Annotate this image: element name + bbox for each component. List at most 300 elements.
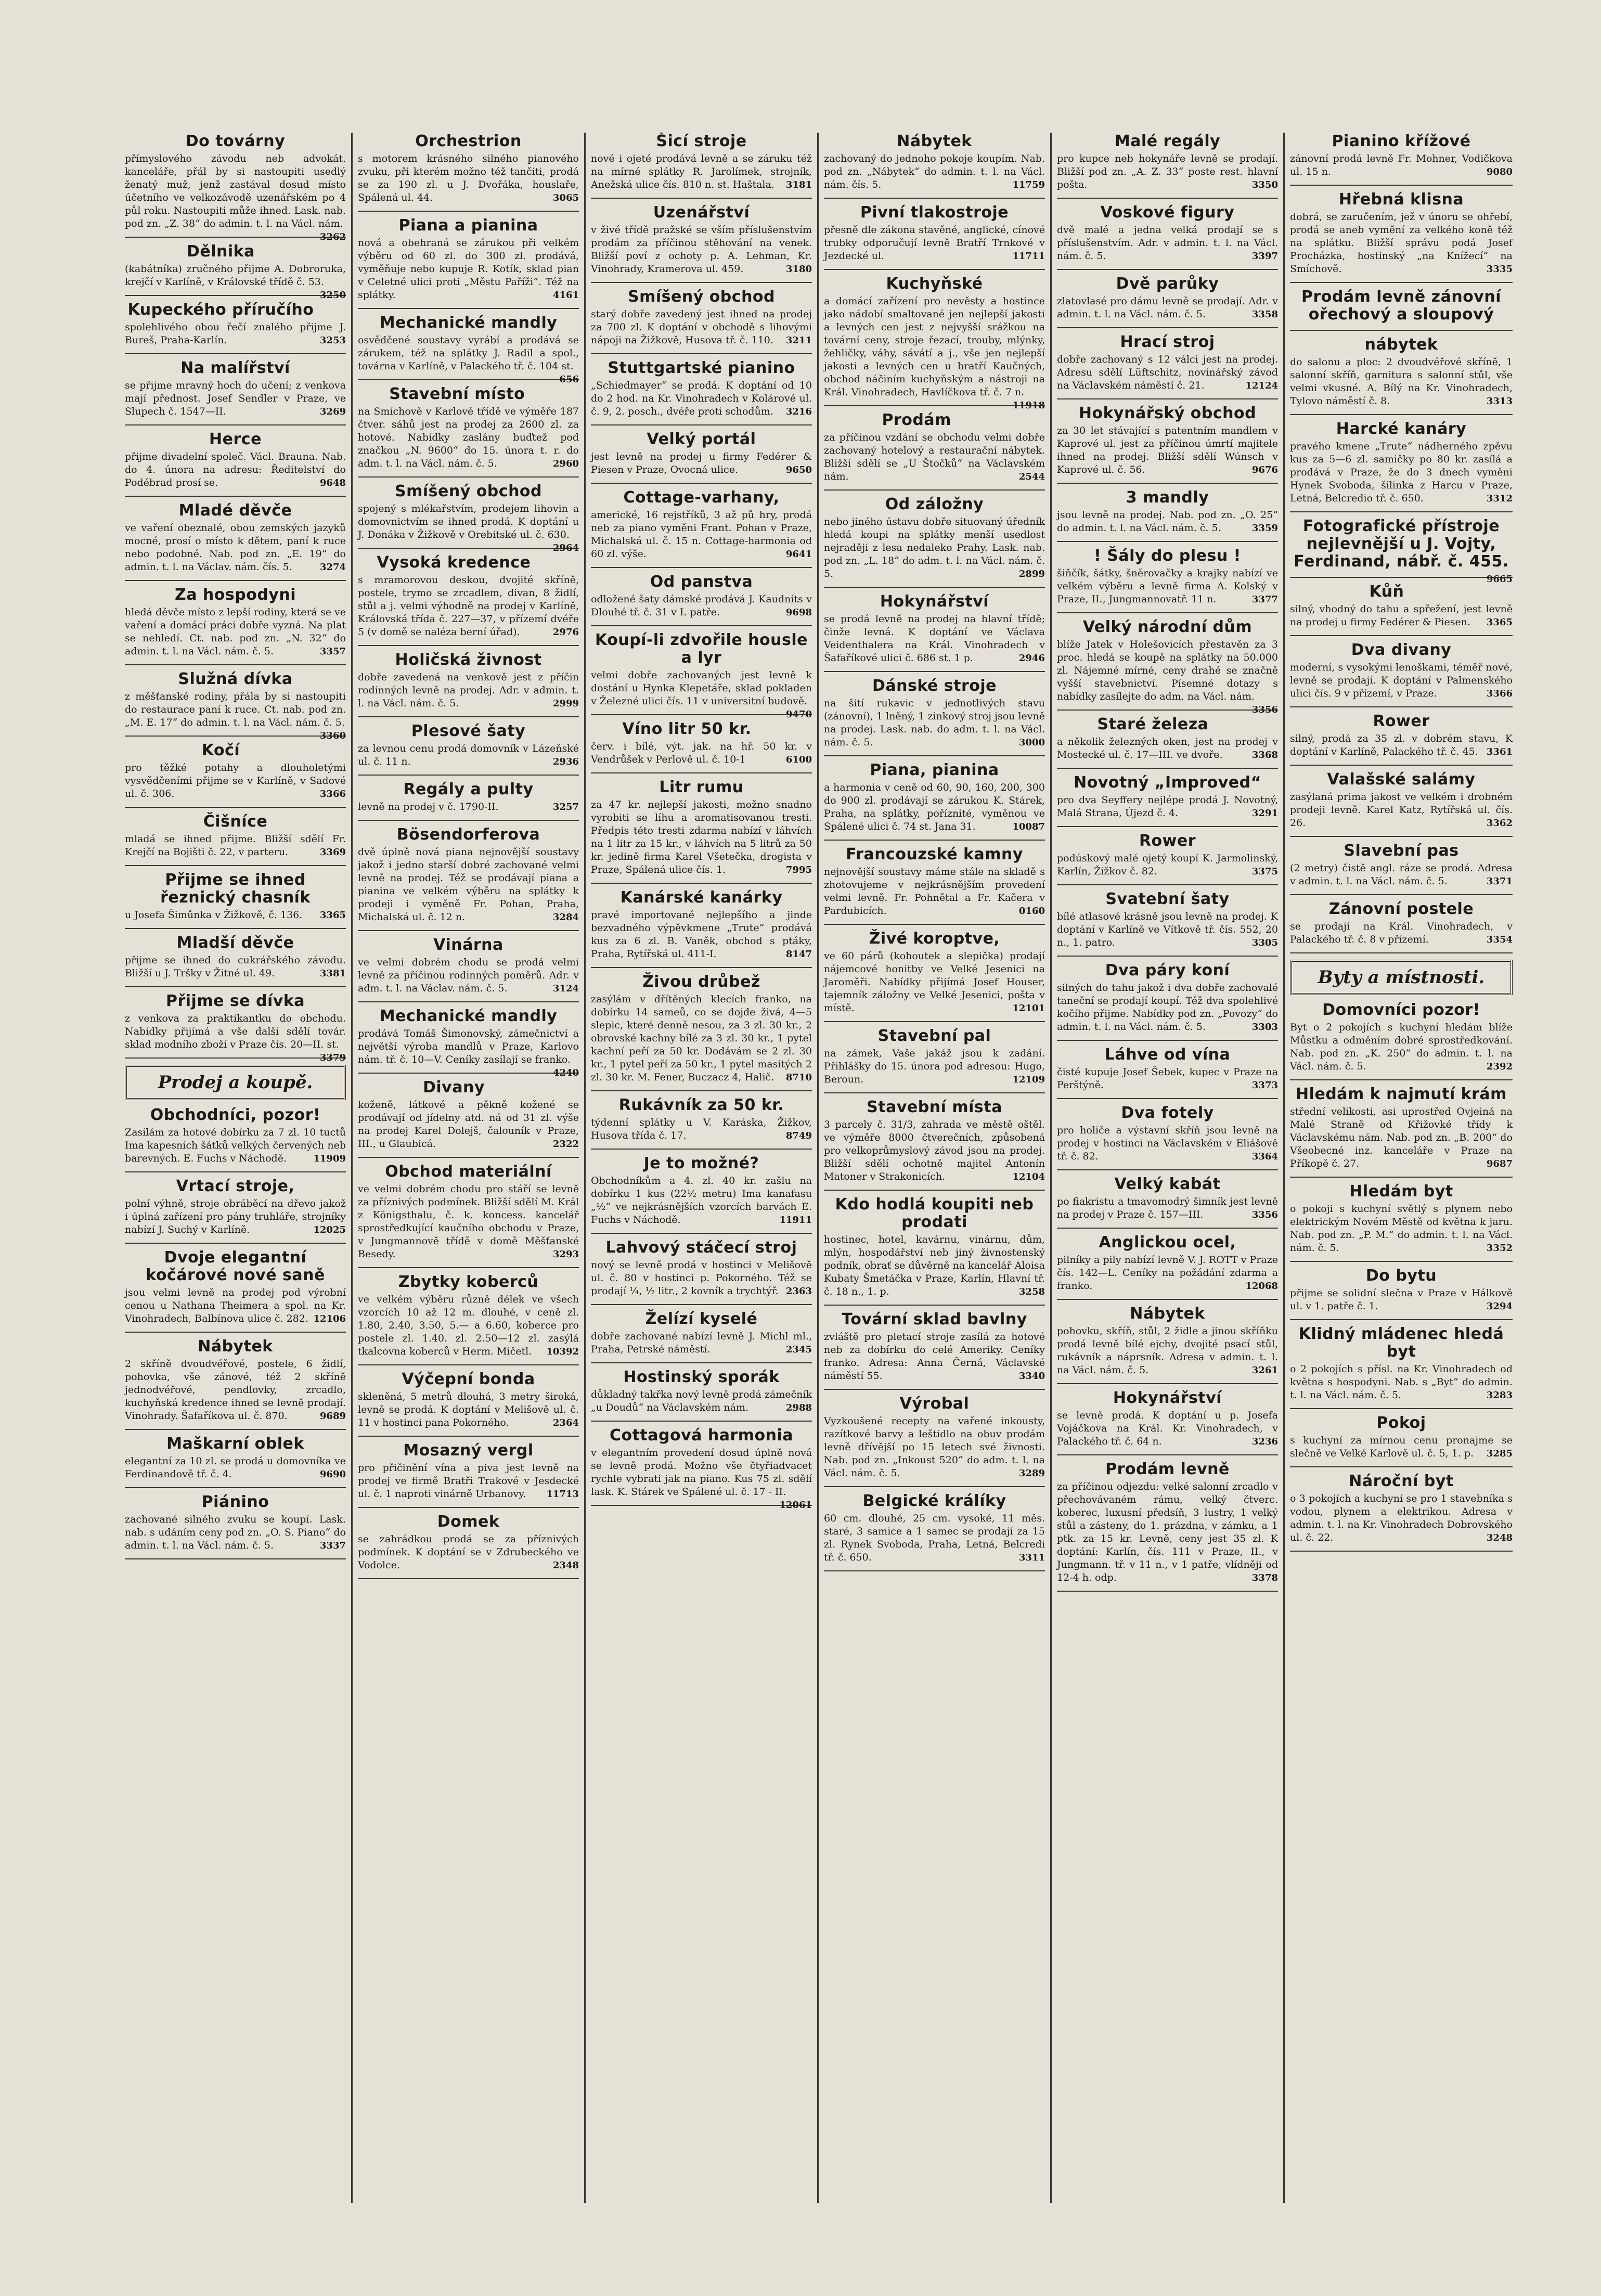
ad-body: a domácí zařízení pro nevěsty a hostince jako nádobí smaltované jen nejlepší jakosti a levných cen jest z nejvyšší srážkou na tovární ceny, stroje řezací, trouby, mlýnky, žehličky, váhy, sávátí a j., vše jen nejlepší jakosti a levných cen u bratří Kaučných, obchod náčiním kuchyňským a nástroji na Král. Vinohradech, Havlíčkova tř. č. 7 n. xyxy=(824,295,1045,398)
ad-divider xyxy=(358,1436,579,1437)
classified-ad xyxy=(1057,133,1278,191)
ad-body: nové i ojeté prodává levně a se záruku též na mírné splátky R. Jarolímek, strojník, Anežská ulice čís. 810 n. st. Haštala. xyxy=(591,153,812,190)
classified-ad xyxy=(125,813,346,859)
ad-body: spolehlivého obou řečí znalého přijme J. Bureš, Praha-Karlín. xyxy=(125,321,346,346)
ad-divider xyxy=(1290,1261,1513,1262)
ad-body: z měšťanské rodiny, přála by si nastoupiti do restaurace paní k ruce. Ct. nab. pod zn. „M. E. 17“ do admin. t. l. na Václ. nám. č. 5. xyxy=(125,691,346,728)
ad-body: u Josefa Šimůnka v Žižkově, č. 136. xyxy=(125,909,303,921)
ad-text xyxy=(1057,1325,1278,1377)
ad-title: Přijme se dívka xyxy=(165,992,305,1010)
ad-number: 3369 xyxy=(319,847,346,858)
classified-ad xyxy=(1057,1234,1278,1293)
ad-body: 2 skříně dvoudvéřové, postele, 6 židlí, pohovka, vše zánové, též 2 skříně jednodvéřové, pendlovky, zrcadlo, kuchyňská kredence ihned se levně prodají. Vinohrady. Šafaříkova ul. č. 870. xyxy=(125,1358,346,1422)
ad-divider xyxy=(1290,282,1513,283)
classified-ad xyxy=(1057,333,1278,392)
classified-ad xyxy=(125,1249,346,1325)
classified-ad xyxy=(824,1099,1045,1183)
ad-divider xyxy=(1290,1079,1513,1080)
ad-divider xyxy=(1290,706,1513,707)
classified-ad xyxy=(1057,1461,1278,1584)
ad-number: 2946 xyxy=(1018,653,1045,664)
classified-ad xyxy=(1290,288,1513,324)
ad-title: Hokynářský obchod xyxy=(1078,404,1257,422)
ad-text xyxy=(1290,791,1513,830)
ad-title: Dva divany xyxy=(1351,641,1452,659)
ad-divider xyxy=(1057,398,1278,399)
ad-number: 11909 xyxy=(313,1153,346,1164)
ad-divider xyxy=(358,1267,579,1268)
ad-divider xyxy=(591,483,812,484)
ad-divider xyxy=(358,379,579,380)
classified-ad xyxy=(125,670,346,741)
ad-divider xyxy=(1057,1591,1278,1592)
ad-number: 9080 xyxy=(1486,166,1513,177)
ad-title: Do továrny xyxy=(185,133,286,150)
ad-title: Služná dívka xyxy=(178,670,293,688)
classified-ad xyxy=(1290,336,1513,408)
ad-divider xyxy=(1290,185,1513,186)
classified-ad xyxy=(1057,1305,1278,1377)
ad-divider xyxy=(125,1487,346,1488)
ad-divider xyxy=(358,1578,579,1579)
ad-body: pro kupce neb hokynáře levně se prodají. Bližší pod zn. „A. Z. 33“ poste rest. hlavní pošta. xyxy=(1057,153,1278,190)
ad-number: 3357 xyxy=(319,646,346,657)
ad-body: silný, vhodný do tahu a spřežení, jest levně na prodej u firmy Fedérer & Piesen. xyxy=(1290,603,1513,628)
ad-body: (kabátníka) zručného přijme A. Dobroruka, krejčí v Karlíně, v Královské třídě č. 53. xyxy=(125,263,346,288)
ad-divider xyxy=(125,1332,346,1333)
ad-body: se zahrádkou prodá se za příznivých podmínek. K doptání se v Zdrubeckého ve Vodolce. xyxy=(358,1533,579,1571)
ad-title: Výčepní bonda xyxy=(402,1370,535,1388)
ad-title: Valašské salámy xyxy=(1327,770,1476,789)
ad-title: Novotný „Improved“ xyxy=(1074,773,1261,792)
ad-number: 12109 xyxy=(1012,1074,1045,1085)
classified-ad xyxy=(824,593,1045,665)
ad-column xyxy=(353,133,586,2203)
ad-number: 3358 xyxy=(1251,309,1278,320)
ad-title: Kočí xyxy=(201,741,240,759)
ad-divider xyxy=(125,1171,346,1172)
ad-title: Čišníce xyxy=(203,812,268,831)
classified-ad xyxy=(1290,191,1513,276)
ad-divider xyxy=(1057,1098,1278,1099)
ad-body: na šití rukavic v jednotlivých stavu (zánovní), 1 lněný, 1 zinkový stroj jsou levně na prodej. Lask. nab. do adm. t. l. na Václ. nám. č. 5. xyxy=(824,698,1045,748)
ad-divider xyxy=(125,237,346,238)
ad-divider xyxy=(591,883,812,884)
ad-divider xyxy=(1290,1408,1513,1409)
classified-ad xyxy=(1290,1325,1513,1402)
ad-number: 9665 xyxy=(1486,574,1513,585)
ad-text xyxy=(824,1512,1045,1564)
ad-text xyxy=(824,295,1045,411)
ad-body: dvě malé a jedna velká prodají se s příslušenstvím. Adr. v admin. t. l. na Václ. nám. č. 5. xyxy=(1057,224,1278,262)
ad-title: Stuttgartské pianino xyxy=(608,359,795,377)
ad-divider xyxy=(591,353,812,354)
ad-title: Rukávník za 50 kr. xyxy=(618,1096,784,1114)
ad-body: za příčinou odjezdu: velké salonní zrcadlo v přechovávaném rámu, velký čtverc. koberec, luxusní předsíň, 3 lustry, 1 velký stůl a zásteny, do 1. prázdna, v zámku, a 1 ptk. za 15 kr. Levně, ceny jest 35 zl. K doptání: Karlín, čís. 111 v Praze, II., v Jungmann. tř. v 11 n., v 1 patře, vlídněji od 12-4 h. odp. xyxy=(1057,1481,1278,1583)
ad-body: čisté kupuje Josef Šebek, kupec v Praze na Perštýně. xyxy=(1057,1066,1278,1091)
ad-body: pilníky a pily nabízí levně V. J. ROTT v Praze čís. 142—L. Ceníky na požádání zdarma a franko. xyxy=(1057,1254,1278,1292)
classified-ad xyxy=(1057,832,1278,878)
ad-text xyxy=(1290,1021,1513,1073)
classified-ad xyxy=(591,779,812,876)
ad-text xyxy=(1290,1434,1513,1460)
ad-body: se prodá levně na prodej na hlavní třídě; činže levná. K doptání ve Václava Veidenthalera na Král. Vinohradech v Šafaříkové ulici č. 686 st. 1 p. xyxy=(824,613,1045,664)
ad-divider xyxy=(358,775,579,776)
classified-ad xyxy=(125,1106,346,1165)
classified-ad xyxy=(1057,774,1278,820)
classified-ad xyxy=(591,359,812,418)
classified-ad xyxy=(125,742,346,801)
classified-ad xyxy=(358,826,579,924)
ad-text xyxy=(824,1415,1045,1480)
classified-ad xyxy=(1290,771,1513,830)
classified-ad xyxy=(591,973,812,1084)
ad-text xyxy=(824,613,1045,665)
ad-text xyxy=(824,950,1045,1015)
ad-text xyxy=(1057,1254,1278,1293)
ad-divider xyxy=(125,1558,346,1559)
ad-body: Obchodníkům a 4. zl. 40 kr. zašlu na dobírku 1 kus (22½ metru) Ima kanafasu „½“ ve nejkrásnějších vzorcích barvách E. Fuchs v Náchodě. xyxy=(591,1175,812,1226)
ad-body: zachovaný do jednoho pokoje koupím. Nab. pod zn. „Nábytek“ do admin. t. l. na Václ. nám. čís. 5. xyxy=(824,153,1045,190)
ad-body: nová a obehraná se zárukou při velkém výběru od 60 zl. do 300 zl. prodává, vyměňuje nebo kupuje R. Kotík, sklad pian v Celetné ulici proti „Městu Paříži“. Též na splátky. xyxy=(358,237,579,301)
ad-text xyxy=(1290,440,1513,505)
ad-divider xyxy=(591,198,812,199)
ad-body: silných do tahu jakož i dva dobře zachovalé taneční se prodají koupí. Též dva spolehlivé kočího přijme. Nabídky pod zn. „Povozy“ do admin. t. l. na Václ. nám. č. 5. xyxy=(1057,982,1278,1033)
ad-number: 3335 xyxy=(1486,264,1513,275)
ad-body: ve 60 párů (kohoutek a slepička) prodají nájemcové honitby ve Velké Jesenici na Jaroměři. Nabídky přijímá Josef Houser, tajemník záložny ve Velké Jesenici, pošta v místě. xyxy=(824,950,1045,1014)
ad-divider xyxy=(591,1090,812,1091)
ad-number: 3365 xyxy=(319,910,346,921)
ad-text xyxy=(125,321,346,347)
ad-number: 2392 xyxy=(1486,1061,1513,1072)
classified-ad xyxy=(1290,713,1513,758)
classified-ad xyxy=(824,1492,1045,1564)
ad-number: 9470 xyxy=(785,709,812,720)
ad-title: Mosazný vergl xyxy=(403,1441,534,1460)
ad-number: 9650 xyxy=(785,465,812,475)
ad-body: zachované silného zvuku se koupí. Lask. nab. s udáním ceny pod zn. „O. S. Piano“ do admin. t. l. na Václ. nám. č. 5. xyxy=(125,1514,346,1551)
ad-number: 656 xyxy=(559,374,579,385)
ad-text xyxy=(1057,1066,1278,1092)
ad-number: 3291 xyxy=(1251,808,1278,819)
ad-text xyxy=(1290,152,1513,178)
ad-title: Francouzské kamny xyxy=(846,845,1023,863)
ad-body: s motorem krásného silného pianového zvuku, při kterém možno též tančiti, prodá se za 190 zl. u J. Dvořáka, houslaře, Spálená ul. 44. xyxy=(358,153,579,203)
ad-title: Regály a pulty xyxy=(403,780,534,798)
ad-body: o pokoji s kuchyní světlý s plynem nebo elektrickým Novém Městě od května k jaru. Nab. pod zn. „P. M.“ do admin. t. l. na Václ. nám. č. 5. xyxy=(1290,1203,1513,1254)
ad-text xyxy=(1290,1287,1513,1313)
ad-title: Kdo hodlá koupiti neb prodati xyxy=(835,1195,1034,1231)
ad-number: 3313 xyxy=(1486,396,1513,407)
ad-text xyxy=(1290,862,1513,888)
ad-title: Rower xyxy=(1139,832,1196,850)
classified-ad xyxy=(358,314,579,385)
ad-title: Vinárna xyxy=(433,936,503,954)
section-heading: Byty a místnosti. xyxy=(1290,960,1513,995)
classified-ad xyxy=(125,871,346,922)
ad-divider xyxy=(591,1304,812,1305)
ad-title: 3 mandly xyxy=(1126,488,1209,507)
ad-title: nábytek xyxy=(1364,336,1438,354)
ad-number: 2364 xyxy=(552,1417,579,1428)
ad-title: Cottagová harmonia xyxy=(609,1426,794,1444)
ad-number: 3337 xyxy=(319,1540,346,1551)
ad-body: prodává Tomáš Šimonovský, zámečnictví a největší výroba mandlů v Praze, Karlovo nám. tř. č. 10—V. Ceníky zasílají se franko. xyxy=(358,1028,579,1065)
ad-number: 3257 xyxy=(552,802,579,812)
ad-title: Zbytky koberců xyxy=(398,1273,539,1291)
ad-text xyxy=(1057,982,1278,1034)
ad-body: levně na prodej v č. 1790-II. xyxy=(358,801,499,812)
ad-number: 3381 xyxy=(319,968,346,979)
ad-divider xyxy=(824,1190,1045,1191)
ad-column xyxy=(120,133,353,2203)
ad-number: 3261 xyxy=(1251,1365,1278,1376)
classified-ad xyxy=(125,1338,346,1423)
ad-text xyxy=(125,833,346,859)
ad-divider xyxy=(358,1001,579,1002)
ad-divider xyxy=(1290,894,1513,895)
ad-number: 12124 xyxy=(1245,380,1278,391)
ad-text xyxy=(125,1513,346,1552)
ad-number: 3397 xyxy=(1251,251,1278,262)
ad-number: 11911 xyxy=(779,1215,812,1226)
ad-number: 3211 xyxy=(785,335,812,346)
ad-divider xyxy=(1057,826,1278,827)
ad-body: šiňčík, šátky, šněrovačky a krajky nabízí ve velkém výběru a levně firma A. Kolský v Praze, II., Jungmannovatř. 11 n. xyxy=(1057,567,1278,605)
ad-title: Tovární sklad bavlny xyxy=(842,1310,1027,1328)
ad-text xyxy=(824,1118,1045,1183)
ad-title: Hrací stroj xyxy=(1120,333,1215,351)
ad-body: střední velikosti, asi uprostřed Ovjeiná na Malé Straně od Křižovké třídy k Václavskému nám. Nab. pod zn. „B. 200“ do Všeobecné inz. kanceláře v Praze na Příkopě č. 27. xyxy=(1290,1106,1513,1169)
classified-ad xyxy=(1057,716,1278,762)
ad-divider xyxy=(125,424,346,425)
ad-divider xyxy=(1057,198,1278,199)
ad-number: 3236 xyxy=(1251,1436,1278,1447)
ad-text xyxy=(824,224,1045,263)
ad-number: 11711 xyxy=(1012,251,1045,262)
ad-text xyxy=(125,1012,346,1063)
classified-ad xyxy=(1057,1046,1278,1092)
ad-body: odložené šaty dámské prodává J. Kaudnits v Dlouhé tř. č. 31 v I. patře. xyxy=(591,594,812,618)
ad-divider xyxy=(824,1305,1045,1306)
ad-divider xyxy=(591,567,812,568)
classified-ad xyxy=(1290,1001,1513,1073)
ad-text xyxy=(358,1027,579,1078)
ad-text xyxy=(1290,661,1513,700)
ad-number: 3356 xyxy=(1251,704,1278,715)
ad-title: Obchod materiální xyxy=(385,1163,552,1181)
ad-text xyxy=(824,515,1045,581)
ad-title: Domek xyxy=(437,1513,500,1531)
classified-ad xyxy=(591,489,812,561)
classified-ad xyxy=(824,677,1045,749)
classified-ad xyxy=(1057,962,1278,1034)
ad-title: Pivní tlakostroje xyxy=(860,203,1009,222)
ad-body: dvě úplně nová piana nejnovější soustavy jakož i jedno starší dobré zachované velmi levně na prodej. Též se prodávají piana a pianina ve velkém výběru na splátky k prodeji i vyměně Fr. Pohan, Praha, Michalská ul. č. 12 n. xyxy=(358,846,579,923)
ad-text xyxy=(1057,509,1278,535)
ad-number: 6100 xyxy=(785,754,812,765)
ad-title: Prodám levně zánovní ořechový a sloupový xyxy=(1301,288,1502,324)
ad-number: 3362 xyxy=(1486,818,1513,829)
ad-divider xyxy=(1290,1177,1513,1178)
ad-title: Harcké kanáry xyxy=(1336,420,1467,438)
ad-divider xyxy=(358,716,579,717)
ad-divider xyxy=(824,1486,1045,1487)
ad-divider xyxy=(1290,836,1513,837)
classified-ad xyxy=(358,1513,579,1572)
ad-divider xyxy=(1057,1228,1278,1229)
ad-text xyxy=(591,379,812,418)
ad-title: Belgické králíky xyxy=(862,1492,1006,1510)
ad-text xyxy=(591,740,812,766)
ad-title: Hledám k najmutí krám xyxy=(1296,1085,1507,1103)
classified-ad xyxy=(591,288,812,347)
classified-ad xyxy=(591,573,812,619)
ad-body: na Smíchově v Karlově třídě ve výměře 187 čtver. sáhů jest na prodej za 2600 zl. za hotové. Nabídky zaslány buďtež pod značkou „N. 9600“ do 15. února t. r. do adm. t. l. na Václ. nám. č. 5. xyxy=(358,406,579,469)
classified-ad xyxy=(358,1079,579,1151)
ad-text xyxy=(591,1388,812,1414)
ad-text xyxy=(1057,1409,1278,1448)
ad-body: dobře zavedená na venkově jest z příčin rodinných levně na prodej. Adr. v admin. t. l. na Václ. nám. č. 5. xyxy=(358,672,579,709)
ad-body: jsou velmi levně na prodej pod výrobní cenou u Nathana Theimera a spol. na Kr. Vinohradech, Balbínova ulice č. 282. xyxy=(125,1287,346,1324)
ad-number: 3303 xyxy=(1251,1022,1278,1033)
ad-title: Živou drůbež xyxy=(642,973,760,991)
ad-text xyxy=(591,1447,812,1511)
ad-body: v elegantním provedení dosud úplně nová se levně prodá. Možno vše čtyřiadvacet rychle vybrati jak na piano. Kus 75 zl. sdělí lask. K. Stárek ve Spálené ul. č. 17 - II. xyxy=(591,1447,812,1498)
ad-number: 3364 xyxy=(1251,1151,1278,1162)
ad-divider xyxy=(1057,483,1278,484)
ad-divider xyxy=(824,840,1045,841)
ad-text xyxy=(125,909,346,922)
ad-divider xyxy=(1290,414,1513,415)
ad-number: 9687 xyxy=(1486,1158,1513,1169)
ad-divider xyxy=(591,424,812,425)
ad-divider xyxy=(824,1092,1045,1093)
ad-number: 12061 xyxy=(779,1500,812,1511)
ad-text xyxy=(125,450,346,489)
ad-number: 9648 xyxy=(319,478,346,488)
ad-number: 9641 xyxy=(785,549,812,560)
ad-body: ve velkém výběru různě délek ve všech vzorcích 10 až 12 m. dlouhé, v ceně zl. 1.80, 2.40, 3.50, 5.— a 6.60, koberce pro postele zl. 1.40. zl. 2.50—12 zl. zasýlá tkalcovna koberců v Herm. Mičetl. xyxy=(358,1294,579,1357)
classified-ad xyxy=(125,992,346,1063)
ad-number: 2348 xyxy=(552,1560,579,1571)
classified-ad xyxy=(125,1493,346,1552)
classified-ad xyxy=(1290,1267,1513,1313)
ad-number: 8749 xyxy=(785,1130,812,1141)
ad-title: Smíšený obchod xyxy=(394,482,543,500)
ad-body: 60 cm. dlouhé, 25 cm. vysoké, 11 měs. staré, 3 samice a 1 samec se prodají za 15 zl. Rynek Svoboda, Praha, Letná, Belcredi tř. č. 650. xyxy=(824,1513,1045,1563)
ad-divider xyxy=(358,1507,579,1508)
classified-ad xyxy=(1057,275,1278,321)
ad-body: se přijme mravný hoch do učení; z venkova mají přednost. Josef Sendler v Praze, ve Slupech č. 1547—II. xyxy=(125,380,346,417)
ad-divider xyxy=(824,924,1045,925)
ad-number: 9676 xyxy=(1251,465,1278,475)
ad-divider xyxy=(125,496,346,497)
ad-body: Byt o 2 pokojích s kuchyní hledám blíže Můstku a odměním dobré sprostředkování. Nab. pod zn. „K. 250“ do admin. t. l. na Václ. nám. č. 5. xyxy=(1290,1022,1513,1072)
ad-number: 3340 xyxy=(1018,1371,1045,1382)
ad-number: 3216 xyxy=(785,406,812,417)
ad-number: 3311 xyxy=(1018,1552,1045,1563)
ad-divider xyxy=(1057,956,1278,957)
ad-text xyxy=(1290,920,1513,946)
classified-ad xyxy=(125,934,346,980)
ad-body: se prodají na Král. Vinohradech, v Palackého tř. č. 8 v přízemí. xyxy=(1290,921,1513,945)
ad-text xyxy=(358,405,579,470)
ad-divider xyxy=(591,1149,812,1150)
ad-number: 3375 xyxy=(1251,866,1278,877)
ad-divider xyxy=(1057,269,1278,270)
ad-title: Stavební místo xyxy=(389,385,525,403)
ad-body: dobře zachovaný s 12 válci jest na prodej. Adresu sdělí Lüftschitz, novinářský závod na Václavském náměstí č. 21. xyxy=(1057,354,1278,391)
ad-divider xyxy=(358,548,579,549)
ad-text xyxy=(125,1197,346,1236)
ad-body: „Schiedmayer“ se prodá. K doptání od 10 do 2 hod. na Kr. Vinohradech v Kolárové ul. č. 9, 2. posch., dvéře proti schodům. xyxy=(591,380,812,417)
ad-title: Dva fotely xyxy=(1121,1104,1214,1122)
ad-divider xyxy=(1290,1551,1513,1552)
ad-title: Voskové figury xyxy=(1100,203,1235,222)
ad-title: Je to možné? xyxy=(643,1154,759,1172)
classified-ad xyxy=(1290,583,1513,629)
ad-divider xyxy=(824,405,1045,406)
ad-body: velmi dobře zachovaných jest levně k dostání u Hynka Klepetáře, sklad pokladen v Železné ulici čís. 11 v universitní budově. xyxy=(591,669,812,707)
ad-title: Smíšený obchod xyxy=(627,288,776,306)
ad-divider xyxy=(125,807,346,808)
ad-number: 12101 xyxy=(1012,1003,1045,1014)
ad-text xyxy=(824,431,1045,483)
ad-divider xyxy=(1290,511,1513,512)
ad-text xyxy=(1290,1492,1513,1544)
classified-ad xyxy=(125,242,346,301)
ad-text xyxy=(1057,1124,1278,1163)
ad-divider xyxy=(125,580,346,581)
ad-divider xyxy=(824,1570,1045,1571)
ad-body: přesně dle zákona stavěné, anglické, cínové trubky odporučují levně Bratří Trnkové v Jezdecké ul. xyxy=(824,224,1045,262)
classified-ad xyxy=(824,275,1045,411)
classified-ad xyxy=(358,482,579,553)
ad-text xyxy=(591,1259,812,1298)
ad-number: 9690 xyxy=(319,1469,346,1480)
ad-title: Stavební pal xyxy=(877,1027,991,1045)
ad-number: 12104 xyxy=(1012,1171,1045,1182)
ad-body: koženě, látkové a pěkně kožené se prodávají od jídelny atd. ná od 31 zl. výše na prodej Karel Dolejš, čalouník v Praze, III., u Glaubicá. xyxy=(358,1099,579,1150)
ad-title: Malé regály xyxy=(1114,133,1221,150)
classified-ad xyxy=(125,1435,346,1481)
ad-number: 3124 xyxy=(552,983,579,994)
classified-ad xyxy=(824,204,1045,263)
ad-body: silný, prodá za 35 zl. v dobrém stavu, K doptání v Karlíně, Palackého tř. č. 45. xyxy=(1290,733,1513,757)
ad-number: 4161 xyxy=(552,290,579,301)
ad-text xyxy=(824,1233,1045,1298)
ad-body: mladá se ihned přijme. Bližší sdělí Fr. Krejčí na Bojišti č. 22, v parteru. xyxy=(125,833,346,858)
ad-number: 8147 xyxy=(785,949,812,960)
ad-text xyxy=(591,1116,812,1142)
ad-divider xyxy=(1057,1299,1278,1300)
ad-title: Mladší děvče xyxy=(176,934,294,952)
ad-title: Mladé děvče xyxy=(178,501,292,520)
ad-title: Divany xyxy=(422,1078,485,1097)
ad-text xyxy=(358,1533,579,1572)
ad-number: 3250 xyxy=(319,290,346,301)
classified-ad xyxy=(1290,1473,1513,1544)
ad-text xyxy=(125,522,346,574)
ad-number: 3253 xyxy=(319,335,346,346)
ad-body: v živé třídě pražské se vším příslušenstvím prodám za příčinou stěhování na venek. Bližší poví z ochoty p. A. Lehman, Kr. Vinohrady, Kramerova ul. 459. xyxy=(591,224,812,275)
ad-text xyxy=(125,1286,346,1325)
ad-text xyxy=(358,1183,579,1261)
ad-text xyxy=(125,263,346,301)
ad-body: pohovku, skříň, stůl, 2 židle a jinou skříňku prodá levně bílé ejchy, dvojité psací stůl, rukávník a náprsník. Adresa v admin. t. l. na Václ. nám. č. 5. xyxy=(1057,1325,1278,1376)
classified-ad xyxy=(125,359,346,418)
